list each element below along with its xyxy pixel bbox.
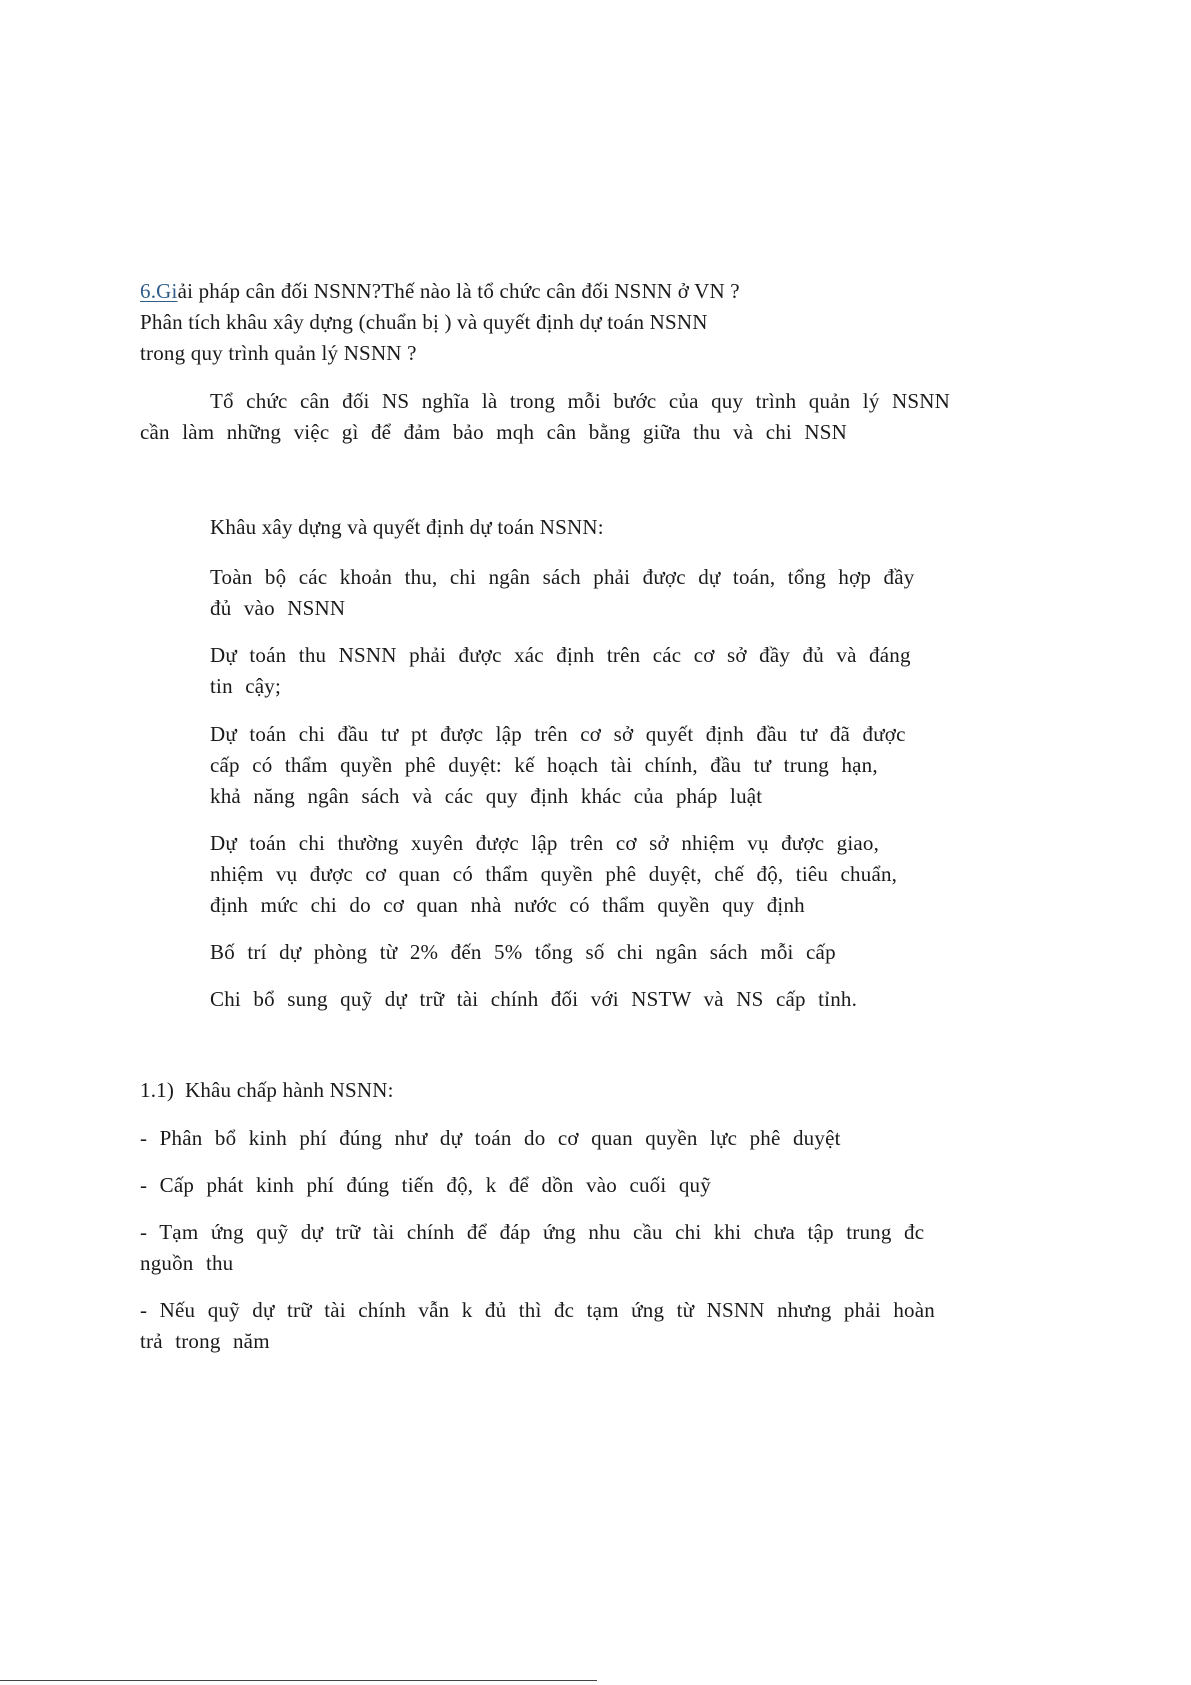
list-item-line [210, 562, 914, 593]
dash-item-text: trả trong năm [140, 1329, 270, 1353]
list-item-line [210, 671, 281, 702]
list-item-text: Toàn bộ các khoản thu, chi ngân sách phải được dự toán, tổng hợp đầy [210, 565, 915, 589]
section2-title: Khâu chấp hành NSNN: [184, 1078, 394, 1102]
list-item-line [210, 828, 879, 859]
list-item-line [210, 859, 897, 890]
list-item-line [210, 890, 805, 922]
dash-item-line [140, 1217, 924, 1249]
heading-line-1 [140, 276, 740, 307]
dash-item-line [140, 1248, 233, 1279]
heading-link[interactable]: 6.Gi [140, 279, 178, 303]
dash-mark: - [140, 1173, 148, 1197]
list-item-text: nhiệm vụ được cơ quan có thẩm quyền phê duyệt, chế độ, tiêu chuẩn, [210, 862, 898, 886]
list-item-text: Bố trí dự phòng từ 2% đến 5% tổng số chi ngân sách mỗi cấp [210, 940, 836, 964]
footnote-rule [0, 1680, 597, 1681]
list-item-text: Dự toán thu NSNN phải được xác định trên các cơ sở đầy đủ và đáng [210, 643, 911, 667]
list-item-line [210, 937, 836, 969]
list-item-line [210, 781, 762, 813]
list-item-text: Chi bổ sung quỹ dự trữ tài chính đối với NSTW và NS cấp tỉnh. [210, 987, 858, 1011]
heading-line-2: Phân tích khâu xây dựng (chuẩn bị ) và quyết định dự toán NSNN [140, 310, 708, 334]
list-item-text: Dự toán chi đầu tư pt được lập trên cơ sở quyết định đầu tư đã được [210, 722, 906, 746]
dash-item-line [140, 1295, 935, 1327]
list-item-text: khả năng ngân sách và các quy định khác của pháp luật [210, 784, 763, 808]
dash-item-text: Tạm ứng quỹ dự trữ tài chính để đáp ứng nhu cầu chi khi chưa tập trung đc [159, 1220, 925, 1244]
list-item-text: định mức chi do cơ quan nhà nước có thẩm quyền quy định [210, 893, 805, 917]
dash-item-text: Cấp phát kinh phí đúng tiến độ, k để dồn vào cuối quỹ [159, 1173, 711, 1197]
intro-line-2: cần làm những việc gì để đảm bảo mqh cân bằng giữa thu và chi NSN [140, 420, 848, 444]
list-item-line [210, 719, 906, 751]
list-item-line [210, 984, 857, 1016]
list-item-line [210, 640, 911, 672]
dash-item-line [140, 1123, 841, 1155]
section1-title: Khâu xây dựng và quyết định dự toán NSNN: [210, 515, 604, 539]
heading-line-1-rest: ải pháp cân đối NSNN?Thế nào là tổ chức cân đối NSNN ở VN ? [177, 279, 740, 303]
dash-item-text: Nếu quỹ dự trữ tài chính vẫn k đủ thì đc tạm ứng từ NSNN nhưng phải hoàn [159, 1298, 935, 1322]
dash-item-text: nguồn thu [140, 1251, 234, 1275]
dash-item-line [140, 1326, 270, 1357]
list-item-text: Dự toán chi thường xuyên được lập trên cơ sở nhiệm vụ được giao, [210, 831, 880, 855]
list-item-text: cấp có thẩm quyền phê duyệt: kế hoạch tài chính, đầu tư trung hạn, [210, 753, 878, 777]
dash-mark: - [140, 1298, 148, 1322]
dash-mark: - [140, 1126, 148, 1150]
dash-item-text: Phân bổ kinh phí đúng như dự toán do cơ quan quyền lực phê duyệt [159, 1126, 841, 1150]
section2-title-line [140, 1075, 394, 1107]
list-item-text: tin cậy; [210, 674, 281, 698]
intro-line-1: Tổ chức cân đối NS nghĩa là trong mỗi bước của quy trình quản lý NSNN [210, 389, 950, 413]
list-item-line [210, 593, 345, 625]
heading-line-3: trong quy trình quản lý NSNN ? [140, 341, 417, 365]
list-item-text: đủ vào NSNN [210, 596, 346, 620]
dash-mark: - [140, 1220, 148, 1244]
list-item-line [210, 750, 878, 781]
dash-item-line [140, 1170, 711, 1202]
section2-number: 1.1) [140, 1078, 175, 1102]
